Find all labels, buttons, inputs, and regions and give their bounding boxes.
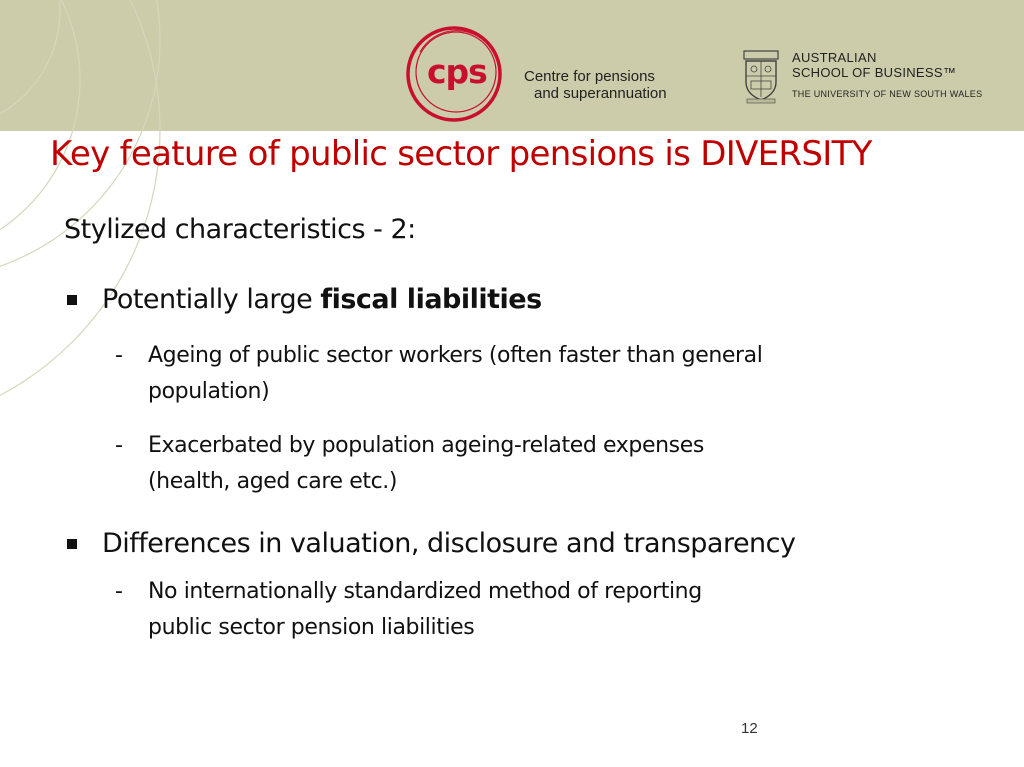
- asb-logo-text: [792, 50, 982, 100]
- cps-logo-mark: cps: [427, 52, 487, 91]
- sub-item-ageing-expenses: [64, 428, 888, 500]
- sub-item-line1: No internationally standardized method of reporting: [148, 579, 702, 604]
- bullet-bold-text: fiscal liabilities: [320, 284, 542, 315]
- sub-item-line1: Exacerbated by population ageing-related expenses: [148, 433, 704, 458]
- bullet-text: Potentially large: [102, 284, 321, 315]
- sub-item-ageing-workers: [64, 338, 888, 410]
- dash-marker: -: [115, 579, 123, 604]
- dash-marker: -: [115, 343, 123, 368]
- page-number: 12: [741, 720, 758, 737]
- asb-line2: SCHOOL OF BUSINESS™: [792, 65, 957, 80]
- sub-item-no-standard-method: [64, 574, 888, 646]
- square-bullet-icon: [67, 539, 77, 549]
- subheading: Stylized characteristics - 2:: [64, 214, 416, 245]
- slide-content: [64, 214, 984, 646]
- unsw-crest-icon: [743, 50, 779, 104]
- cps-tagline-line1: Centre for pensions: [524, 68, 655, 85]
- dash-marker: -: [115, 433, 123, 458]
- cps-tagline-line2: and superannuation: [534, 85, 667, 102]
- slide-title: Key feature of public sector pensions is DIVERSITY: [50, 134, 872, 174]
- cps-tagline: [524, 68, 667, 102]
- bullet-text: Differences in valuation, disclosure and transparency: [102, 528, 796, 559]
- sub-item-line2: public sector pension liabilities: [148, 615, 475, 640]
- bullet-fiscal-liabilities: [64, 282, 984, 318]
- sub-item-line1: Ageing of public sector workers (often faster than general: [148, 343, 763, 368]
- sub-item-line2: population): [148, 379, 270, 404]
- sub-item-line2: (health, aged care etc.): [148, 469, 398, 494]
- asb-line1: AUSTRALIAN: [792, 50, 877, 65]
- asb-university: THE UNIVERSITY OF NEW SOUTH WALES: [792, 89, 983, 99]
- bullet-differences: [64, 526, 984, 562]
- square-bullet-icon: [67, 295, 77, 305]
